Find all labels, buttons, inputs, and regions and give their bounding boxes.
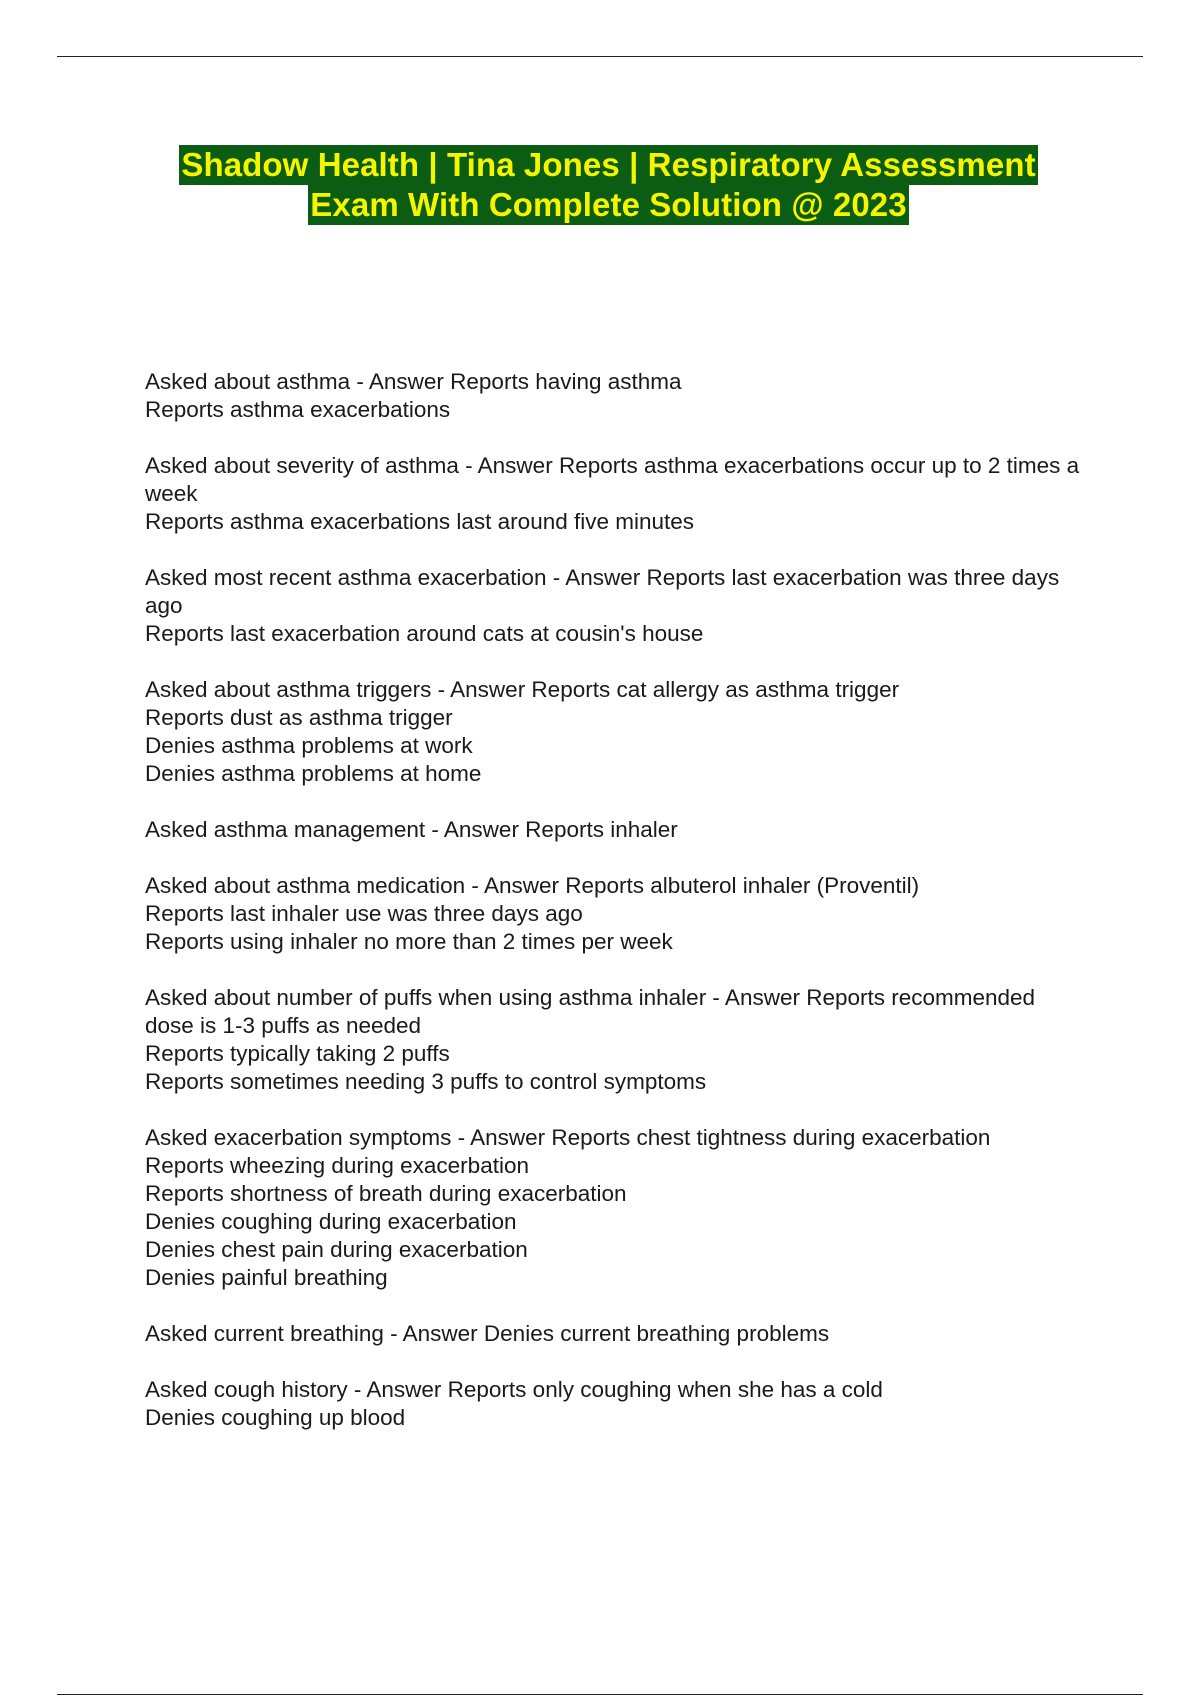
question-answer-line: Asked exacerbation symptoms - Answer Reports chest tightness during exacerbation	[145, 1125, 991, 1150]
qa-entry	[145, 872, 1080, 956]
qa-entry	[145, 1320, 1080, 1348]
question-answer-line: Asked asthma management - Answer Reports inhaler	[145, 817, 678, 842]
question-answer-line: Asked most recent asthma exacerbation - Answer Reports last exacerbation was three days ago	[145, 565, 1060, 618]
answer-detail-line: Reports dust as asthma trigger	[145, 705, 453, 730]
footer-rule	[57, 1694, 1143, 1695]
qa-entry	[145, 452, 1080, 536]
answer-detail-line: Reports sometimes needing 3 puffs to control symptoms	[145, 1069, 707, 1094]
answer-detail-line: Reports asthma exacerbations last around five minutes	[145, 509, 695, 534]
question-answer-line: Asked about number of puffs when using asthma inhaler - Answer Reports recommended dose is 1-3 puffs as needed	[145, 985, 1036, 1038]
answer-detail-line: Denies coughing during exacerbation	[145, 1209, 517, 1234]
answer-detail-line: Denies chest pain during exacerbation	[145, 1237, 528, 1262]
question-answer-line: Asked about asthma triggers - Answer Reports cat allergy as asthma trigger	[145, 677, 900, 702]
qa-entry	[145, 564, 1080, 648]
qa-entry	[145, 368, 1080, 424]
question-answer-line: Asked cough history - Answer Reports only coughing when she has a cold	[145, 1377, 883, 1402]
answer-detail-line: Denies coughing up blood	[145, 1405, 406, 1430]
answer-detail-line: Reports asthma exacerbations	[145, 397, 451, 422]
answer-detail-line: Reports using inhaler no more than 2 times per week	[145, 929, 673, 954]
title-line-2: Exam With Complete Solution @ 2023	[310, 186, 907, 223]
answer-detail-line: Denies painful breathing	[145, 1265, 388, 1290]
document-title	[0, 145, 1200, 225]
qa-entry	[145, 1124, 1080, 1292]
question-answer-line: Asked about severity of asthma - Answer Reports asthma exacerbations occur up to 2 times a week	[145, 453, 1080, 506]
answer-detail-line: Reports last inhaler use was three days ago	[145, 901, 583, 926]
qa-entry	[145, 1376, 1080, 1432]
answer-detail-line: Reports typically taking 2 puffs	[145, 1041, 450, 1066]
question-answer-line: Asked about asthma medication - Answer Reports albuterol inhaler (Proventil)	[145, 873, 920, 898]
document-body	[145, 368, 1080, 1460]
answer-detail-line: Reports wheezing during exacerbation	[145, 1153, 529, 1178]
qa-entry	[145, 816, 1080, 844]
title-line-1: Shadow Health | Tina Jones | Respiratory Assessment	[181, 146, 1036, 183]
answer-detail-line: Denies asthma problems at work	[145, 733, 473, 758]
question-answer-line: Asked current breathing - Answer Denies current breathing problems	[145, 1321, 830, 1346]
qa-entry	[145, 984, 1080, 1096]
header-rule	[57, 56, 1143, 57]
answer-detail-line: Reports last exacerbation around cats at cousin's house	[145, 621, 704, 646]
question-answer-line: Asked about asthma - Answer Reports having asthma	[145, 369, 682, 394]
qa-entry	[145, 676, 1080, 788]
answer-detail-line: Reports shortness of breath during exacerbation	[145, 1181, 627, 1206]
answer-detail-line: Denies asthma problems at home	[145, 761, 482, 786]
